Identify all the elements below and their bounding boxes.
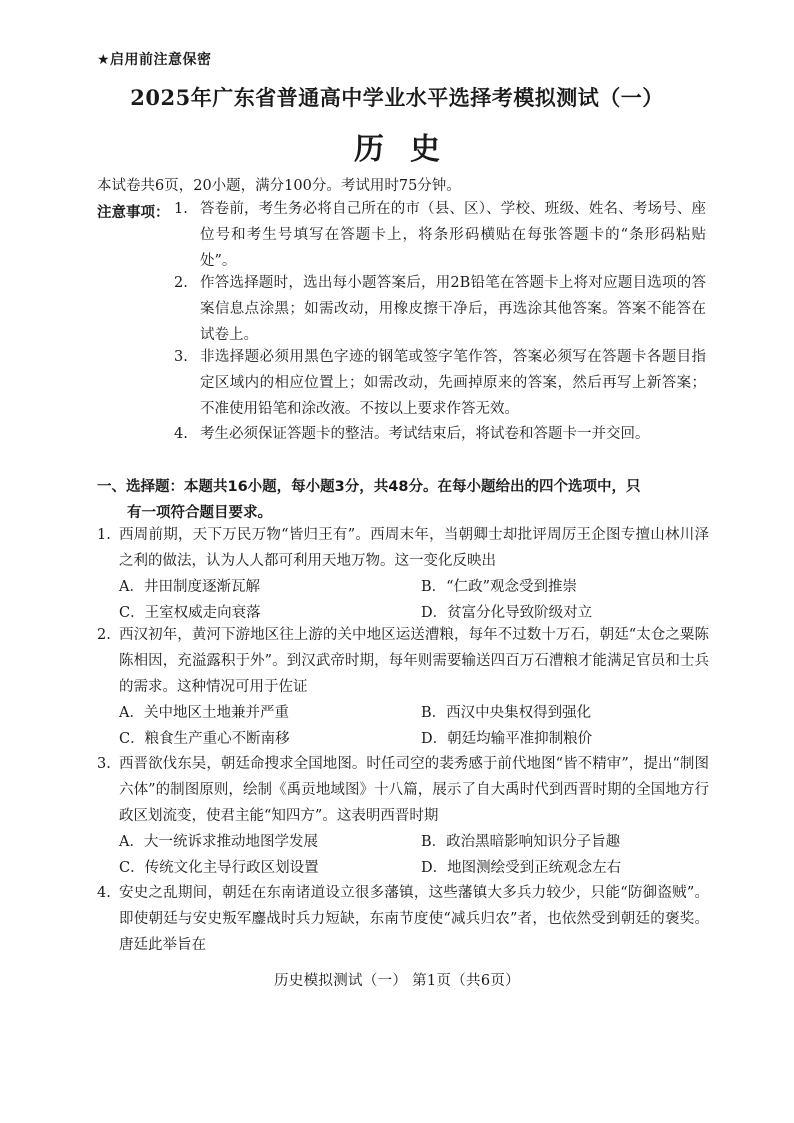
question-number: 2.: [97, 627, 111, 643]
question-number: 3.: [97, 756, 111, 772]
exam-intro: 本试卷共6页，20小题，满分100分。考试用时75分钟。: [97, 178, 461, 194]
option-d: D．地图测绘受到正统观念左右: [421, 860, 622, 876]
question-stem: 西汉初年，黄河下游地区往上游的关中地区运送漕粮，每年不过数十万石，朝廷“太仓之粟陈陈相因，充溢露积于外”。到汉武帝时期，每年则需要输送四百万石漕粮才能满足官员和士兵的需求。这种情况可用于佐证: [119, 627, 709, 695]
option-d: D．贫富分化导致阶级对立: [421, 605, 593, 621]
exam-title: 2025年广东省普通高中学业水平选择考模拟测试（一）: [130, 85, 664, 110]
option-d: D．朝廷均输平准抑制粮价: [421, 731, 593, 747]
notice-item-number: 2.: [174, 275, 188, 291]
option-c: C．传统文化主导行政区划设置: [119, 860, 319, 876]
notice-item-text: 作答选择题时，选出每小题答案后，用2B铅笔在答题卡上将对应题目选项的答案信息点涂黑；如需改动，用橡皮擦干净后，再选涂其他答案。答案不能答在试卷上。: [200, 275, 706, 343]
option-b: B．政治黑暗影响知识分子旨趣: [421, 834, 621, 850]
notice-item-number: 1.: [174, 201, 188, 217]
question-options: [97, 574, 709, 626]
notice-item: [174, 270, 706, 348]
notice-item-text: 考生必须保证答题卡的整洁。考试结束后，将试卷和答题卡一并交回。: [200, 426, 650, 442]
notice-item-text: 非选择题必须用黑色字迹的钢笔或签字笔作答，答案必须写在答题卡各题目指定区域内的相应位置上；如需改动，先画掉原来的答案，然后再写上新答案；不准使用铅笔和涂改液。不按以上要求作答无效。: [200, 349, 706, 417]
question-2: [97, 622, 709, 752]
option-c: C．王室权威走向衰落: [119, 605, 261, 621]
notice-item-number: 3.: [174, 349, 188, 365]
option-a: A．关中地区土地兼并严重: [119, 705, 289, 721]
question-number: 1.: [97, 527, 111, 543]
question-stem: 西周前期，天下万民万物“皆归王有”。西周末年，当朝卿士却批评周厉王企图专擅山林川泽之利的做法，认为人人都可利用天地万物。这一变化反映出: [119, 527, 709, 569]
section-heading: [97, 474, 709, 526]
question-options: [97, 829, 709, 881]
question-3: [97, 751, 709, 881]
notice-item-text: 答卷前，考生务必将自己所在的市（县、区）、学校、班级、姓名、考场号、座位号和考生号填写在答题卡上，将条形码横贴在每张答题卡的“条形码粘贴处”。: [200, 201, 706, 269]
question-number: 4.: [97, 885, 111, 901]
option-b: B．西汉中央集权得到强化: [421, 705, 592, 721]
confidential-mark: ★启用前注意保密: [97, 52, 212, 68]
option-a: A．井田制度逐渐瓦解: [119, 579, 260, 595]
question-options: [97, 700, 709, 752]
question-1: [97, 522, 709, 626]
option-b: B．“仁政”观念受到推崇: [421, 579, 577, 595]
section-heading-line-1: 一、选择题：本题共16小题，每小题3分，共48分。在每小题给出的四个选项中，只: [97, 479, 641, 495]
question-stem: 安史之乱期间，朝廷在东南诸道设立很多藩镇，这些藩镇大多兵力较少，只能“防御盗贼”。即使朝廷与安史叛军鏖战时兵力短缺，东南节度使“减兵归农”者，也依然受到朝廷的褒奖。唐廷此举旨在: [119, 885, 709, 953]
option-c: C．粮食生产重心不断南移: [119, 731, 290, 747]
question-stem: 西晋欲伐东吴，朝廷命搜求全国地图。时任司空的裴秀感于前代地图“皆不精审”，提出“制图六体”的制图原则，绘制《禹贡地域图》十八篇，展示了自大禹时代到西晋时期的全国地方行政区划流变，使君主能“知四方”。这表明西晋时期: [119, 756, 709, 824]
notice-item: [174, 196, 706, 274]
notice-item: [174, 344, 706, 422]
question-4: [97, 880, 709, 958]
page-footer: 历史模拟测试（一） 第1页（共6页）: [274, 973, 520, 989]
section-heading-line-2: 有一项符合题目要求。: [127, 505, 272, 521]
notice-label: 注意事项：: [97, 205, 170, 221]
notice-item: [174, 421, 706, 447]
notice-item-number: 4.: [174, 426, 188, 442]
option-a: A．大一统诉求推动地图学发展: [119, 834, 318, 850]
subject-title: 历史: [354, 132, 466, 167]
